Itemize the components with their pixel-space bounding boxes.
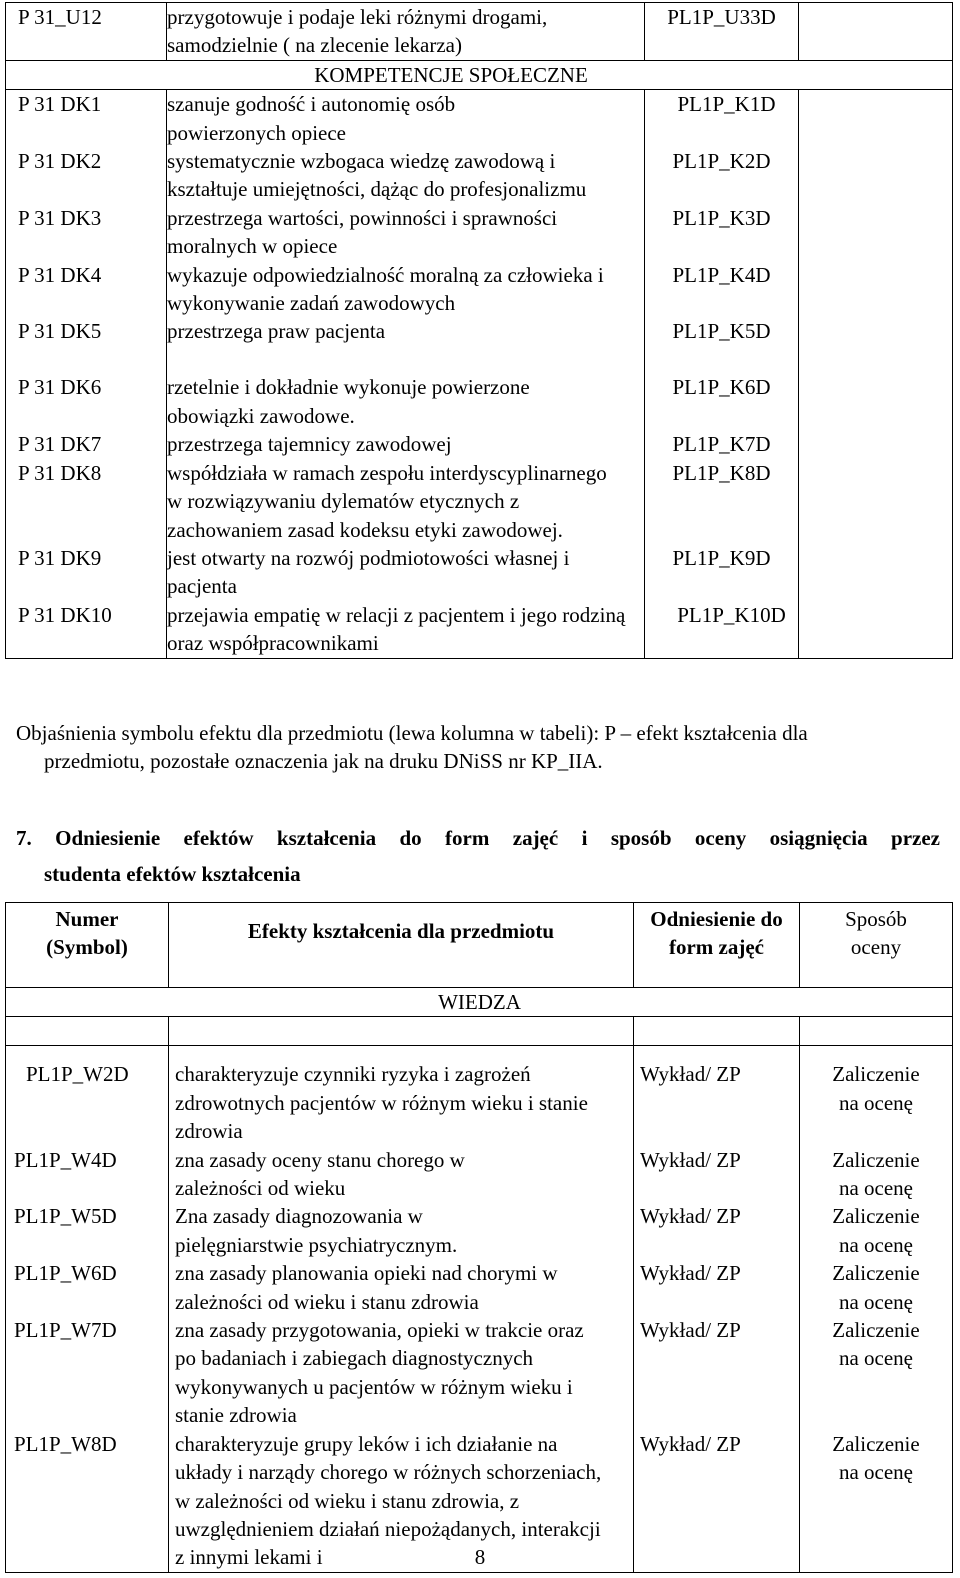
table-row	[6, 430, 953, 458]
table-row	[6, 1046, 953, 1146]
table-row	[6, 1316, 953, 1430]
table-row	[6, 373, 953, 430]
effect-description: systematycznie wzbogaca wiedzę zawodową i kształtuje umiejętności, dążąc do profesjonalizmu	[167, 147, 645, 204]
effect-description: przestrzega wartości, powinności i sprawności moralnych w opiece	[167, 204, 645, 261]
empty-cell	[799, 373, 953, 430]
competencies-table	[5, 2, 953, 659]
effect-description: charakteryzuje grupy leków i ich działanie na układy i narządy chorego w różnych schorzeniach, w zależności od wieku i stanu zdrowia, z uwzględnieniem działań niepożądanych, interakcji z innymi lekami i	[169, 1430, 634, 1573]
empty-cell	[169, 959, 634, 988]
table-row	[6, 544, 953, 601]
empty-cell	[800, 1017, 953, 1046]
effect-description: szanuje godność i autonomię osób powierzonych opiece	[167, 90, 645, 147]
page-number: 8	[474, 1545, 486, 1569]
effects-forms-table	[5, 902, 953, 1573]
effect-description: przygotowuje i podaje leki różnymi drogami, samodzielnie ( na zlecenie lekarza)	[167, 3, 645, 61]
empty-cell	[799, 459, 953, 544]
assessment-method: Zaliczenie na ocenę	[800, 1146, 953, 1203]
effect-code: P 31 DK8	[6, 459, 167, 544]
effect-description: przejawia empatię w relacji z pacjentem i jego rodziną oraz współpracownikami	[167, 601, 645, 658]
effect-description: zna zasady przygotowania, opieki w trakcie oraz po badaniach i zabiegach diagnostycznych wykonywanych u pacjentów w różnym wieku i stanie zdrowia	[169, 1316, 634, 1430]
effect-code: P 31 DK9	[6, 544, 167, 601]
assessment-method: Zaliczenie na ocenę	[800, 1430, 953, 1573]
effect-description: Zna zasady diagnozowania w pielęgniarstwie psychiatrycznym.	[169, 1202, 634, 1259]
effect-code: PL1P_W4D	[6, 1146, 169, 1203]
effect-description: współdziała w ramach zespołu interdyscyplinarnego w rozwiązywaniu dylematów etycznych z zachowaniem zasad kodeksu etyki zawodowej.	[167, 459, 645, 544]
effect-reference: PL1P_K7D	[645, 430, 799, 458]
effect-description: przestrzega tajemnicy zawodowej	[167, 430, 645, 458]
empty-cell	[799, 430, 953, 458]
effect-code: P 31 DK4	[6, 261, 167, 318]
effect-code: P 31 DK7	[6, 430, 167, 458]
effect-description: charakteryzuje czynniki ryzyka i zagrożeń zdrowotnych pacjentów w różnym wieku i stanie zdrowia	[169, 1046, 634, 1146]
effect-description: wykazuje odpowiedzialność moralną za człowieka i wykonywanie zadań zawodowych	[167, 261, 645, 318]
effect-code: PL1P_W7D	[6, 1316, 169, 1430]
table-row	[6, 1146, 953, 1203]
effect-code: PL1P_W2D	[6, 1046, 169, 1146]
effect-code: P 31 DK3	[6, 204, 167, 261]
assessment-method: Zaliczenie na ocenę	[800, 1316, 953, 1430]
empty-cell	[799, 601, 953, 658]
effect-code: PL1P_W5D	[6, 1202, 169, 1259]
spacer-row	[6, 1017, 953, 1046]
header-row	[6, 903, 953, 960]
effect-reference: PL1P_K6D	[645, 373, 799, 430]
table-row	[6, 317, 953, 373]
empty-cell	[169, 1017, 634, 1046]
table-row	[6, 147, 953, 204]
effect-reference: PL1P_K4D	[645, 261, 799, 318]
effect-code: P 31 DK2	[6, 147, 167, 204]
effect-reference: PL1P_K3D	[645, 204, 799, 261]
section-row	[6, 60, 953, 89]
effect-description: rzetelnie i dokładnie wykonuje powierzone obowiązki zawodowe.	[167, 373, 645, 430]
effect-code: P 31_U12	[6, 3, 167, 61]
section-title: WIEDZA	[6, 988, 953, 1017]
empty-cell	[799, 147, 953, 204]
table-row	[6, 90, 953, 147]
effect-code: P 31 DK5	[6, 317, 167, 373]
header-efekty: Efekty kształcenia dla przedmiotu	[169, 903, 634, 960]
empty-cell	[799, 3, 953, 61]
empty-cell	[799, 90, 953, 147]
effect-description: jest otwarty na rozwój podmiotowości własnej i pacjenta	[167, 544, 645, 601]
section-row	[6, 988, 953, 1017]
form-of-classes: Wykład/ ZP	[634, 1146, 800, 1203]
effect-code: PL1P_W6D	[6, 1259, 169, 1316]
effect-reference: PL1P_K5D	[645, 317, 799, 373]
empty-cell	[799, 317, 953, 373]
empty-cell	[799, 261, 953, 318]
explanation-line-2: przedmiotu, pozostałe oznaczenia jak na druku DNiSS nr KP_IIA.	[44, 749, 603, 774]
empty-cell	[799, 204, 953, 261]
effect-code: P 31 DK10	[6, 601, 167, 658]
table-row	[6, 204, 953, 261]
table-row	[6, 601, 953, 658]
effect-reference: PL1P_U33D	[645, 3, 799, 61]
effect-code: PL1P_W8D	[6, 1430, 169, 1573]
empty-cell	[799, 544, 953, 601]
form-of-classes: Wykład/ ZP	[634, 1430, 800, 1573]
effect-description: zna zasady oceny stanu chorego w zależności od wieku	[169, 1146, 634, 1203]
effect-description: zna zasady planowania opieki nad chorymi w zależności od wieku i stanu zdrowia	[169, 1259, 634, 1316]
symbol-explanation	[16, 719, 946, 776]
effect-reference: PL1P_K2D	[645, 147, 799, 204]
table-row	[6, 1259, 953, 1316]
effect-description: przestrzega praw pacjenta	[167, 317, 645, 373]
table-row	[6, 3, 953, 61]
effect-reference: PL1P_K10D	[645, 601, 799, 658]
effect-reference: PL1P_K8D	[645, 459, 799, 544]
form-of-classes: Wykład/ ZP	[634, 1202, 800, 1259]
table-row	[6, 459, 953, 544]
header-numer: Numer (Symbol)	[6, 903, 169, 988]
assessment-method: Zaliczenie na ocenę	[800, 1046, 953, 1146]
effect-reference: PL1P_K1D	[645, 90, 799, 147]
header-odniesienie: Odniesienie do form zajęć	[634, 903, 800, 988]
section-heading-continued: studenta efektów kształcenia	[44, 862, 301, 886]
form-of-classes: Wykład/ ZP	[634, 1316, 800, 1430]
empty-cell	[634, 1017, 800, 1046]
assessment-method: Zaliczenie na ocenę	[800, 1202, 953, 1259]
table-row	[6, 261, 953, 318]
effect-code: P 31 DK1	[6, 90, 167, 147]
assessment-method: Zaliczenie na ocenę	[800, 1259, 953, 1316]
form-of-classes: Wykład/ ZP	[634, 1046, 800, 1146]
explanation-line-1: Objaśnienia symbolu efektu dla przedmiotu (lewa kolumna w tabeli): P – efekt kształcenia dla	[16, 721, 808, 745]
header-sposob: Sposób oceny	[800, 903, 953, 988]
empty-cell	[6, 1017, 169, 1046]
section-heading: 7. Odniesienie efektów kształcenia do form zajęć i sposób oceny osiągnięcia przez	[16, 826, 940, 850]
section-title: KOMPETENCJE SPOŁECZNE	[6, 60, 953, 89]
table-row	[6, 1202, 953, 1259]
effect-reference: PL1P_K9D	[645, 544, 799, 601]
effect-code: P 31 DK6	[6, 373, 167, 430]
form-of-classes: Wykład/ ZP	[634, 1259, 800, 1316]
